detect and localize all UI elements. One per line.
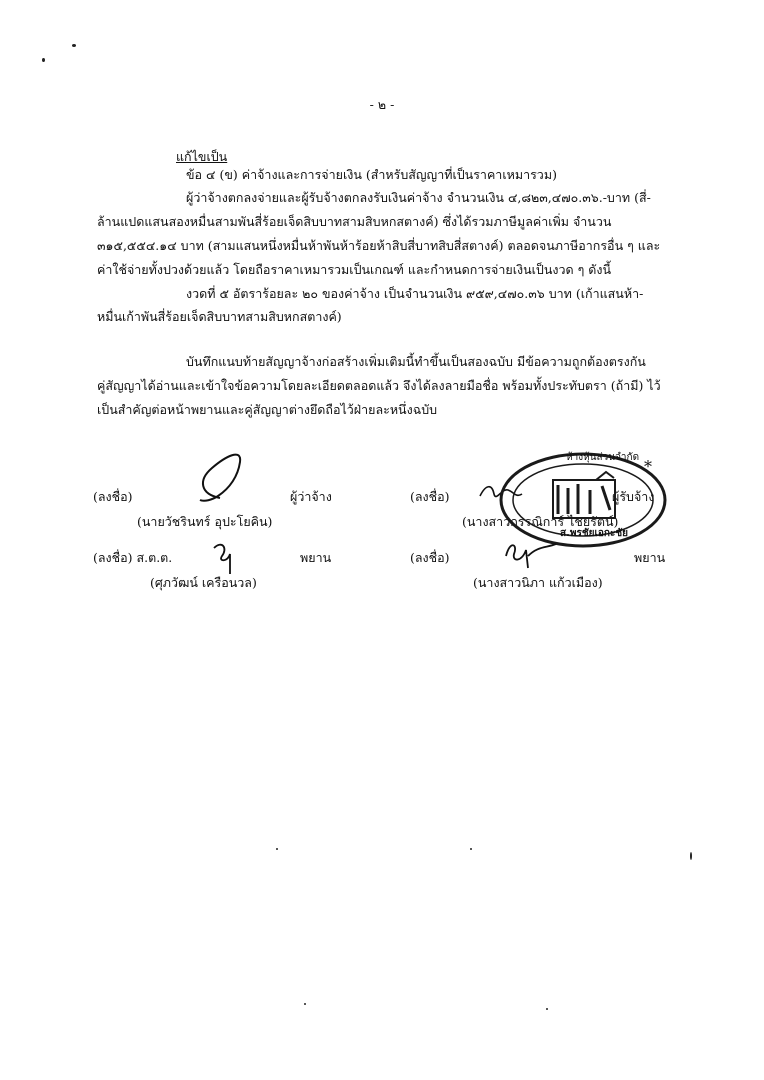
clause-title: ข้อ ๔ (ข) ค่าจ้างและการจ่ายเงิน (สำหรับสัญญาที่เป็นราคาเหมารวม) — [186, 167, 557, 182]
section-heading: แก้ไขเป็น — [176, 149, 228, 164]
body-line: ล้านแปดแสนสองหมื่นสามพันสี่ร้อยเจ็ดสิบบาทสามสิบหกสตางค์) ซึ่งได้รวมภาษีมูลค่าเพิ่ม จำนวน — [97, 214, 612, 229]
scan-speck — [470, 848, 472, 850]
stamp-bottom-text: ส.พรชัยเอกะชัย — [560, 528, 629, 539]
witness1-role: พยาน — [300, 550, 332, 565]
scan-speck — [690, 852, 692, 860]
employer-sign-label: (ลงชื่อ) — [93, 489, 133, 504]
contractor-name: (นางสาวกรรณิการ์ ไชยรัตน์) — [462, 514, 619, 529]
employer-signature — [190, 440, 270, 510]
body-line: ผู้ว่าจ้างตกลงจ่ายและผู้รับจ้างตกลงรับเงินค่าจ้าง จำนวนเงิน ๔,๘๒๓,๔๗๐.๓๖.-บาท (สี่- — [186, 190, 651, 205]
witness2-signature — [500, 536, 560, 572]
body-line: ๓๑๕,๕๕๔.๑๔ บาท (สามแสนหนึ่งหมื่นห้าพันห้าร้อยห้าสิบสี่บาทสิบสี่สตางค์) ตลอดจนภาษีอากรอื่น ๆ และ — [97, 238, 661, 253]
witness2-role: พยาน — [634, 550, 666, 565]
installment-line: หมื่นเก้าพันสี่ร้อยเจ็ดสิบบาทสามสิบหกสตางค์) — [97, 309, 342, 324]
witness2-sign-label: (ลงชื่อ) — [410, 550, 450, 565]
scan-speck — [42, 58, 45, 62]
page-number: - ๒ - — [369, 97, 395, 112]
closing-line: บันทึกแนบท้ายสัญญาจ้างก่อสร้างเพิ่มเติมนี้ทำขึ้นเป็นสองฉบับ มีข้อความถูกต้องตรงกัน — [186, 354, 646, 369]
contractor-role: ผู้รับจ้าง — [612, 489, 655, 504]
body-line: ค่าใช้จ่ายทั้งปวงด้วยแล้ว โดยถือราคาเหมารวมเป็นเกณฑ์ และกำหนดการจ่ายเงินเป็นงวด ๆ ดังนี้ — [97, 262, 612, 277]
witness1-sign-label: (ลงชื่อ) ส.ต.ต. — [93, 550, 173, 565]
installment-line: งวดที่ ๕ อัตราร้อยละ ๒๐ ของค่าจ้าง เป็นจำนวนเงิน ๙๕๙,๔๗๐.๓๖ บาท (เก้าแสนห้า- — [186, 286, 644, 301]
witness1-name: (ศุภวัฒน์ เครือนวล) — [150, 575, 257, 590]
employer-role: ผู้ว่าจ้าง — [290, 489, 332, 504]
employer-name: (นายวัชรินทร์ อุปะโยคิน) — [137, 514, 273, 529]
asterisk-mark: * — [644, 457, 652, 476]
scan-speck — [276, 848, 278, 850]
scan-speck — [304, 1003, 306, 1005]
closing-line: เป็นสำคัญต่อหน้าพยานและคู่สัญญาต่างยึดถือไว้ฝ่ายละหนึ่งฉบับ — [97, 402, 438, 417]
witness2-name: (นางสาวนิภา แก้วเมือง) — [473, 575, 603, 590]
scan-speck — [546, 1008, 548, 1010]
closing-line: คู่สัญญาได้อ่านและเข้าใจข้อความโดยละเอียดตลอดแล้ว จึงได้ลงลายมือชื่อ พร้อมทั้งประทับตรา (ถ้ามี) ไว้ — [97, 378, 661, 393]
contractor-sign-label: (ลงชื่อ) — [410, 489, 450, 504]
scan-speck — [72, 44, 76, 47]
witness1-signature — [208, 540, 238, 576]
stamp-top-text: ห้างหุ้นส่วนจำกัด — [566, 452, 640, 463]
